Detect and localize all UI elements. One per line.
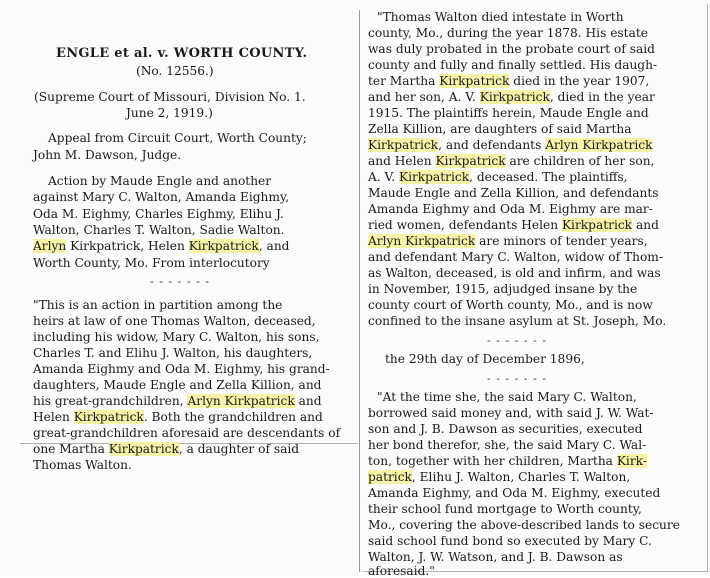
quote-line: "At the time she, the said Mary C. Walton,	[377, 390, 637, 404]
quote-line: heirs at law of one Thomas Walton, deceased,	[33, 314, 316, 328]
quote-line: "This is an action in partition among the	[33, 298, 283, 312]
highlight: Kirkpatrick	[368, 138, 439, 152]
quote-line: Walton, J. W. Watson, and J. B. Dawson as	[368, 550, 623, 564]
action-line: against Mary C. Walton, Amanda Eighmy,	[33, 190, 290, 204]
highlight: patrick	[368, 470, 412, 484]
action-line: Action by Maude Engle and another	[48, 174, 272, 188]
action-line: Oda M. Eighmy, Charles Eighmy, Elihu J.	[33, 207, 284, 221]
quote-line: son and J. B. Dawson as securities, executed	[368, 422, 643, 436]
quote-line: in November, 1915, adjudged insane by the	[368, 282, 638, 296]
quote-line: ried women, defendants Helen Kirkpatrick and	[368, 218, 659, 232]
quote-line: Amanda Eighmy and Oda M. Eighmy are mar-	[368, 202, 653, 216]
highlight: Kirkpatrick	[561, 218, 633, 232]
quote-line: Amanda Eighmy and Oda M. Eighmy, his grand-	[33, 362, 330, 376]
quote-line: Helen Kirkpatrick. Both the grandchildren and	[33, 410, 323, 424]
highlight: Kirkpatrick	[188, 239, 259, 253]
highlight: Arlyn Kirkpatrick	[187, 394, 295, 408]
highlight: Kirkpatrick	[439, 74, 510, 88]
highlight: Arlyn Kirkpatrick	[368, 234, 476, 248]
right-border	[707, 4, 708, 572]
quote-line: A. V. Kirkpatrick, deceased. The plaintiffs,	[368, 170, 628, 184]
highlight: Arlyn	[33, 239, 67, 253]
quote-line: great-grandchildren aforesaid are descendants of	[33, 426, 341, 440]
quote-line: said school fund bond so executed by Mary C.	[368, 534, 652, 548]
quote-line: Thomas Walton.	[33, 458, 132, 472]
highlight: Kirkpatrick	[398, 170, 470, 184]
quote-line: ter Martha Kirkpatrick died in the year 1907,	[368, 74, 650, 88]
appeal-line-2: John M. Dawson, Judge.	[33, 148, 182, 162]
highlight: Kirk-	[616, 454, 647, 468]
case-title: ENGLE et al. v. WORTH COUNTY.	[56, 46, 308, 61]
quote-line: county and fully and finally settled. His daugh-	[368, 58, 658, 72]
quote-line: county court of Worth county, Mo., and is now	[368, 298, 653, 312]
quote-line: patrick, Elihu J. Walton, Charles T. Walton,	[368, 470, 631, 484]
action-line: Walton, Charles T. Walton, Sadie Walton.	[33, 223, 285, 237]
action-line: Worth County, Mo. From interlocutory	[33, 256, 270, 270]
quote-line: was duly probated in the probate court of said	[368, 42, 655, 56]
quote-line: his great-grandchildren, Arlyn Kirkpatrick and	[33, 394, 322, 408]
column-divider	[359, 10, 360, 572]
quote-line: one Martha Kirkpatrick, a daughter of said	[33, 442, 300, 456]
quote-line: including his widow, Mary C. Walton, his sons,	[33, 330, 320, 344]
quote-line: and defendant Mary C. Walton, widow of Thom-	[368, 250, 663, 264]
highlight: Kirkpatrick	[435, 154, 506, 168]
quote-line: Arlyn Kirkpatrick are minors of tender years,	[368, 234, 648, 248]
quote-line: Mo., covering the above-described lands to secure	[368, 518, 680, 532]
quote-line: and her son, A. V. Kirkpatrick, died in the year	[368, 90, 655, 104]
quote-line: 1915. The plaintiffs herein, Maude Engle and	[368, 106, 649, 120]
quote-line: and Helen Kirkpatrick are children of her son,	[368, 154, 655, 168]
quote-line: confined to the insane asylum at St. Joseph, Mo.	[368, 314, 667, 328]
quote-line: their school fund mortgage to Worth county,	[368, 502, 642, 516]
quote-line: Charles T. and Elihu J. Walton, his daughters,	[33, 346, 313, 360]
quote-line: ton, together with her children, Martha Kirk-	[368, 454, 647, 468]
section-separator: - - - - - - -	[150, 275, 210, 288]
highlight: Kirkpatrick	[108, 442, 179, 456]
section-separator: - - - - - - -	[487, 372, 547, 385]
section-separator: - - - - - - -	[487, 334, 547, 347]
highlight: Arlyn Kirkpatrick	[545, 138, 653, 152]
appeal-line-1: Appeal from Circuit Court, Worth County;	[48, 131, 307, 145]
date-line: the 29th day of December 1896,	[385, 352, 585, 366]
court-line-1: (Supreme Court of Missouri, Division No. 1.	[34, 90, 306, 104]
quote-line: aforesaid."	[368, 564, 435, 578]
quote-line: county, Mo., during the year 1878. His estate	[368, 26, 648, 40]
quote-line: her bond therefor, she, the said Mary C. Wal-	[368, 438, 647, 452]
action-line: Arlyn Kirkpatrick, Helen Kirkpatrick, and	[33, 239, 290, 253]
case-number: (No. 12556.)	[136, 64, 214, 78]
quote-line: daughters, Maude Engle and Zella Killion, and	[33, 378, 322, 392]
quote-line: Zella Killion, are daughters of said Martha	[368, 122, 632, 136]
highlight: Kirkpatrick	[73, 410, 144, 424]
quote-line: borrowed said money and, with said J. W. Wat-	[368, 406, 654, 420]
quote-line: Kirkpatrick, and defendants Arlyn Kirkpatrick	[368, 138, 653, 152]
quote-line: "Thomas Walton died intestate in Worth	[377, 10, 624, 24]
highlight: Kirkpatrick	[479, 90, 550, 104]
quote-line: Maude Engle and Zella Killion, and defendants	[368, 186, 659, 200]
quote-line: Amanda Eighmy, and Oda M. Eighmy, executed	[368, 486, 661, 500]
court-line-2: June 2, 1919.)	[126, 106, 213, 120]
quote-line: as Walton, deceased, is old and infirm, and was	[368, 266, 661, 280]
